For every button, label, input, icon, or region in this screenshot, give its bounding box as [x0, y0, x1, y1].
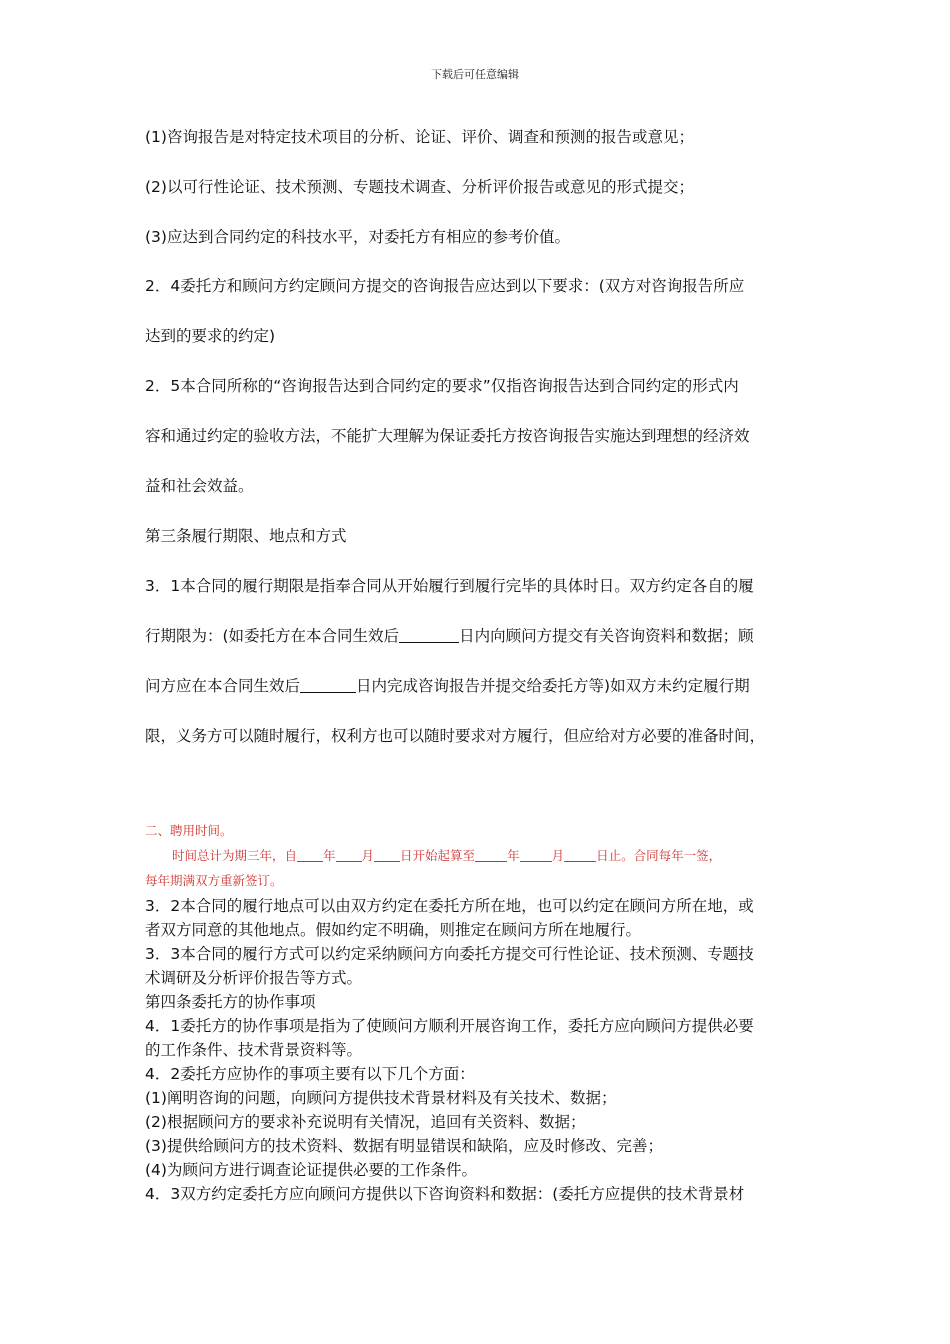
paragraph-line: (3)应达到合同约定的科技水平，对委托方有相应的参考价值。	[145, 228, 570, 246]
paragraph-line: 限，义务方可以随时履行，权利方也可以随时要求对方履行，但应给对方必要的准备时间，	[145, 727, 766, 745]
text-segment: 月	[361, 848, 375, 863]
fill-blank[interactable]	[300, 678, 356, 693]
paragraph-line: 3．3本合同的履行方式可以约定采纳顾问方向委托方提交可行性论证、技术预测、专题技	[145, 945, 754, 963]
paragraph-line	[145, 627, 813, 645]
text-segment: 行期限为：(如委托方在本合同生效后	[145, 627, 400, 645]
paragraph-line: 4．1委托方的协作事项是指为了使顾问方顺利开展咨询工作，委托方应向顾问方提供必要	[145, 1017, 754, 1035]
fill-blank[interactable]	[564, 849, 596, 862]
page-header: 下载后可任意编辑	[431, 68, 519, 81]
paragraph-line: 2．5本合同所称的“咨询报告达到合同约定的要求”仅指咨询报告达到合同约定的形式内	[145, 377, 739, 395]
red-heading: 二、聘用时间。	[145, 823, 233, 838]
paragraph-line: 3．1本合同的履行期限是指奉合同从开始履行到履行完毕的具体时日。双方约定各自的履	[145, 577, 754, 595]
paragraph-line: 3．2本合同的履行地点可以由双方约定在委托方所在地，也可以约定在顾问方所在地，或	[145, 897, 754, 915]
paragraph-line: (1)阐明咨询的问题，向顾问方提供技术背景材料及有关技术、数据；	[145, 1089, 617, 1107]
paragraph-line: (3)提供给顾问方的技术资料、数据有明显错误和缺陷，应及时修改、完善；	[145, 1137, 663, 1155]
fill-blank[interactable]	[297, 849, 323, 862]
paragraph-line: 2．4委托方和顾问方约定顾问方提交的咨询报告应达到以下要求：(双方对咨询报告所应	[145, 277, 745, 295]
paragraph-line: 术调研及分析评价报告等方式。	[145, 969, 363, 987]
text-segment: 年	[323, 848, 336, 863]
paragraph-line: 容和通过约定的验收方法，不能扩大理解为保证委托方按咨询报告实施达到理想的经济效	[145, 427, 750, 445]
paragraph-line: (2)根据顾问方的要求补充说明有关情况，追回有关资料、数据；	[145, 1113, 586, 1131]
paragraph-line: 益和社会效益。	[145, 477, 254, 495]
paragraph-line: (4)为顾问方进行调查论证提供必要的工作条件。	[145, 1161, 477, 1179]
text-segment: 日内完成咨询报告并提交给委托方等)如双方未约定履行期	[356, 677, 750, 695]
fill-blank[interactable]	[374, 849, 400, 862]
paragraph-line: (2)以可行性论证、技术预测、专题技术调查、分析评价报告或意见的形式提交；	[145, 178, 694, 196]
text-segment: 年	[507, 848, 520, 863]
section-heading: 第三条履行期限、地点和方式	[145, 527, 347, 545]
paragraph-line	[145, 677, 813, 695]
text-segment: 日止。合同每年一签，	[596, 848, 722, 863]
fill-blank[interactable]	[520, 849, 552, 862]
text-segment: 月	[551, 848, 565, 863]
fill-blank[interactable]	[399, 628, 459, 643]
paragraph-line: 4．2委托方应协作的事项主要有以下几个方面：	[145, 1065, 475, 1083]
fill-blank[interactable]	[475, 849, 507, 862]
section-heading: 第四条委托方的协作事项	[145, 993, 316, 1011]
text-segment: 日开始起算至	[400, 848, 476, 863]
text-segment: 时间总计为期三年，自	[172, 848, 298, 863]
paragraph-line: 的工作条件、技术背景资料等。	[145, 1041, 363, 1059]
fill-blank[interactable]	[336, 849, 362, 862]
paragraph-line: 者双方同意的其他地点。假如约定不明确，则推定在顾问方所在地履行。	[145, 921, 642, 939]
lower-body	[145, 894, 813, 1206]
red-paragraph-line	[172, 848, 721, 864]
text-segment: 问方应在本合同生效后	[145, 677, 301, 695]
paragraph-line: 4．3双方约定委托方应向顾问方提供以下咨询资料和数据：(委托方应提供的技术背景材	[145, 1185, 745, 1203]
red-paragraph-line: 每年期满双方重新签订。	[145, 873, 283, 888]
text-segment: 日内向顾问方提交有关咨询资料和数据；顾	[459, 627, 754, 645]
paragraph-line: (1)咨询报告是对特定技术项目的分析、论证、评价、调查和预测的报告或意见；	[145, 128, 694, 146]
paragraph-line: 达到的要求的约定)	[145, 327, 276, 345]
